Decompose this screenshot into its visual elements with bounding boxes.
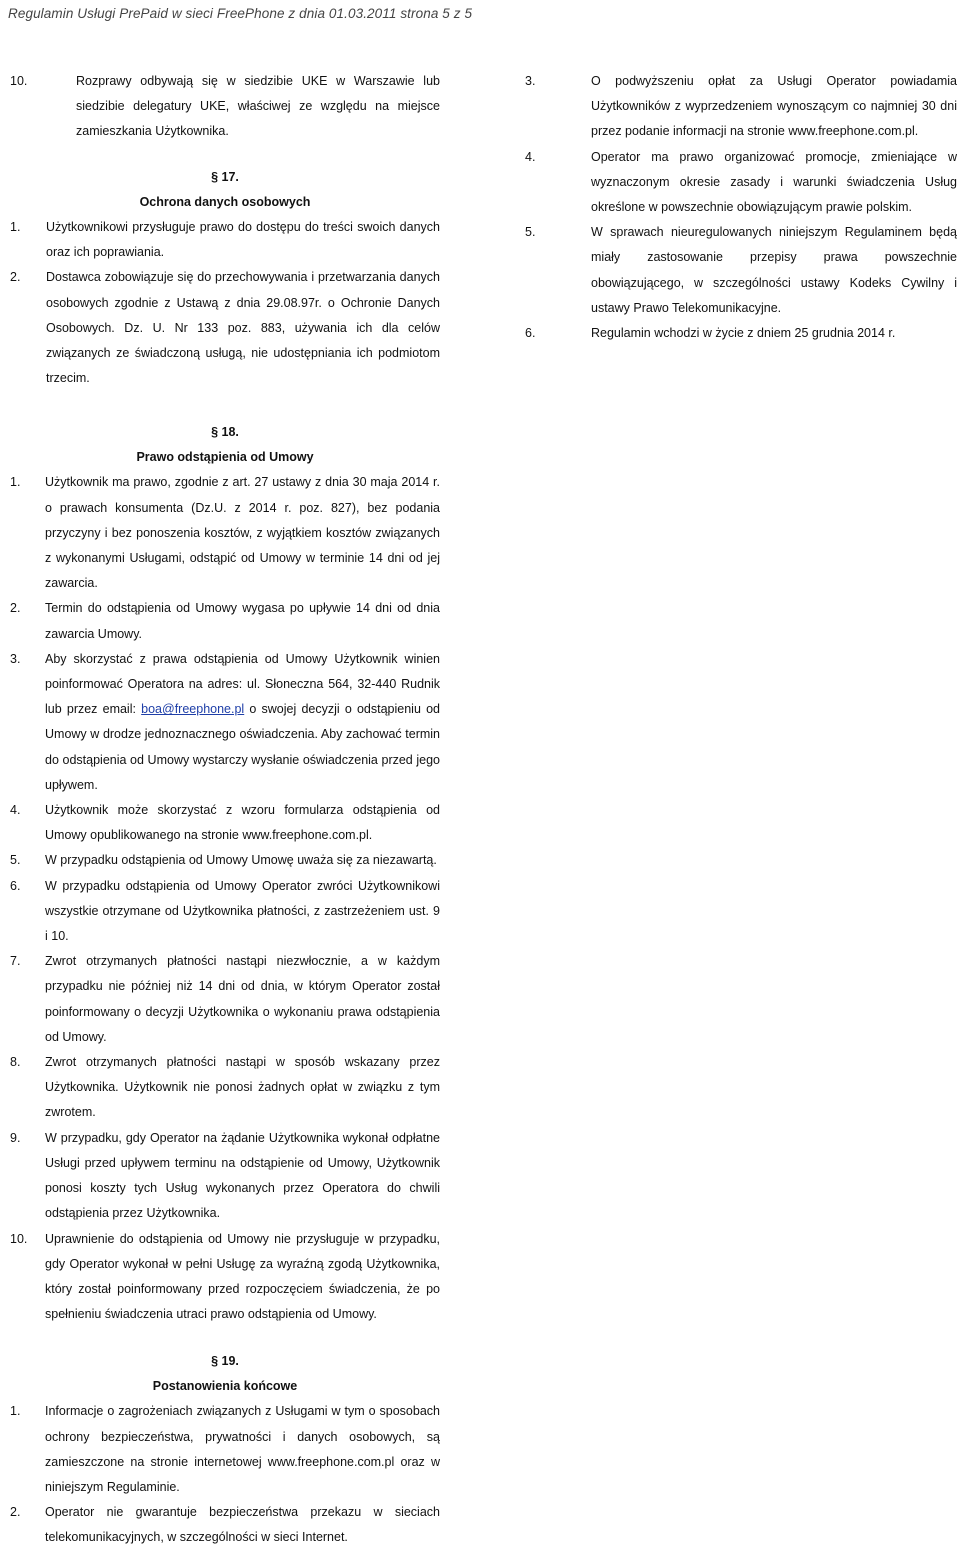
item-number: 1. bbox=[10, 475, 21, 490]
item-text: W sprawach nieuregulowanych niniejszym Regulaminem będą miały zastosowanie przepisy prawa powszechnie obowiązującego, w szczególności ustawy Kodeks Cywilny i ustawy Prawo Telekomunikacyjne. bbox=[591, 225, 957, 315]
section-number: § 17. bbox=[211, 169, 239, 184]
item-text: Zwrot otrzymanych płatności nastąpi niezwłocznie, a w każdym przypadku nie później niż 14 dni od dnia, w którym Operator został poinformowany o decyzji Użytkownika o wykonaniu prawa odstąpienia od Umowy. bbox=[45, 954, 440, 1044]
item-number: 1. bbox=[10, 220, 21, 235]
item-text: Zwrot otrzymanych płatności nastąpi w sposób wskazany przez Użytkownika. Użytkownik nie ponosi żadnych opłat w związku z tym zwrotem. bbox=[45, 1055, 440, 1120]
list-item bbox=[10, 848, 440, 873]
list-item bbox=[10, 69, 440, 145]
list-item bbox=[10, 1126, 440, 1227]
item-number: 9. bbox=[10, 1130, 21, 1145]
section-18-heading bbox=[10, 420, 440, 470]
item-number: 8. bbox=[10, 1055, 21, 1070]
item-text: Użytkownik ma prawo, zgodnie z art. 27 ustawy z dnia 30 maja 2014 r. o prawach konsumenta (Dz.U. z 2014 r. poz. 827), bez podania przyczyny i bez ponoszenia kosztów, z wyjątkiem kosztów związanych z wykonanymi Usługami, odstąpić od Umowy w terminie 14 dni od jej zawarcia. bbox=[45, 475, 440, 591]
item-number: 5. bbox=[525, 225, 536, 240]
item-number: 10. bbox=[10, 1231, 28, 1246]
list-item bbox=[10, 874, 440, 950]
item-text: O podwyższeniu opłat za Usługi Operator powiadamia Użytkowników z wyprzedzeniem wynoszącym co najmniej 30 dni przez podanie informacji na stronie www.freephone.com.pl. bbox=[591, 74, 957, 139]
item-number: 3. bbox=[10, 651, 21, 666]
item-text bbox=[45, 647, 440, 798]
item-text: Rozprawy odbywają się w siedzibie UKE w Warszawie lub siedzibie delegatury UKE, właściwej ze względu na miejsce zamieszkania Użytkownika. bbox=[76, 74, 440, 139]
item-text: Regulamin wchodzi w życie z dniem 25 grudnia 2014 r. bbox=[591, 326, 896, 341]
item-text: W przypadku, gdy Operator na żądanie Użytkownika wykonał odpłatne Usługi przed upływem terminu na odstąpienie od Umowy, Użytkownik ponosi koszty tych Usług wykonanych przez Operatora do chwili odstąpienia przez Użytkownika. bbox=[45, 1130, 440, 1221]
item-number: 6. bbox=[10, 878, 21, 893]
list-item bbox=[10, 470, 440, 596]
section-19-heading bbox=[10, 1349, 440, 1399]
item-number: 4. bbox=[525, 149, 536, 164]
section-title: Prawo odstąpienia od Umowy bbox=[136, 450, 314, 465]
item-text: Uprawnienie do odstąpienia od Umowy nie przysługuje w przypadku, gdy Operator wykonał w pełni Usługę za wyraźną zgodą Użytkownika, który został poinformowany przed rozpoczęciem świadczenia, że po spełnieniu świadczenia utraci prawo odstąpienia od Umowy. bbox=[45, 1231, 440, 1322]
item-number: 2. bbox=[10, 601, 21, 616]
item-text: Operator ma prawo organizować promocje, zmieniające w wyznaczonym okresie zasady i warunki świadczenia Usług określone w powszechnie obowiązującym prawie polskim. bbox=[591, 149, 957, 215]
item-number: 4. bbox=[10, 803, 21, 818]
item-text-part: o swojej decyzji o odstąpieniu od Umowy w drodze jednoznacznego oświadczenia. Aby zachować termin do odstąpienia od Umowy wystarczy wysłanie oświadczenia przed jego upływem. bbox=[45, 702, 441, 792]
list-item bbox=[10, 1500, 440, 1550]
section-title: Postanowienia końcowe bbox=[152, 1379, 298, 1394]
list-item bbox=[10, 265, 440, 391]
list-item bbox=[10, 1227, 440, 1328]
item-number: 5. bbox=[10, 853, 21, 868]
item-text: Dostawca zobowiązuje się do przechowywania i przetwarzania danych osobowych zgodnie z Ustawą z dnia 29.08.97r. o Ochronie Danych Osobowych. Dz. U. Nr 133 poz. 883, używania ich dla celów związanych ze świadczoną usługą, nie udostępniania ich podmiotom trzecim. bbox=[46, 270, 440, 386]
list-item bbox=[10, 596, 440, 646]
item-text: Informacje o zagrożeniach związanych z Usługami w tym o sposobach ochrony bezpieczeństwa, prywatności i danych osobowych, są zamieszczone na stronie internetowej www.freephone.com.pl oraz w niniejszym Regulaminie. bbox=[45, 1404, 440, 1495]
item-text: Operator nie gwarantuje bezpieczeństwa przekazu w sieciach telekomunikacyjnych, w szczególności w sieci Internet. bbox=[45, 1505, 440, 1545]
item-text: W przypadku odstąpienia od Umowy Umowę uważa się za niezawartą. bbox=[45, 853, 437, 868]
item-number: 1. bbox=[10, 1404, 21, 1419]
list-item bbox=[10, 1399, 440, 1500]
right-column bbox=[525, 69, 957, 346]
item-text-part: Aby skorzystać z prawa odstąpienia od Umowy Użytkownik winien poinformować Operatora na adres: ul. Słoneczna 564, 32-440 Rudnik lub przez email: bbox=[45, 651, 440, 717]
section-19 bbox=[10, 1349, 440, 1551]
item-text: Użytkownik może skorzystać z wzoru formularza odstąpienia od Umowy opublikowanego na stronie www.freephone.com.pl. bbox=[45, 803, 440, 843]
item-number: 2. bbox=[10, 1505, 21, 1520]
list-item bbox=[10, 215, 440, 265]
list-item bbox=[525, 220, 957, 321]
item-number: 3. bbox=[525, 74, 536, 88]
list-item bbox=[525, 321, 957, 346]
item-number: 10. bbox=[10, 74, 28, 88]
item-number: 6. bbox=[525, 326, 536, 341]
item-number: 2. bbox=[10, 270, 21, 285]
list-item bbox=[10, 647, 440, 798]
item-number: 7. bbox=[10, 954, 21, 969]
list-item bbox=[525, 145, 957, 221]
section-number: § 18. bbox=[211, 425, 239, 439]
section-17-heading bbox=[10, 165, 440, 215]
section-title: Ochrona danych osobowych bbox=[139, 194, 311, 209]
section-number: § 19. bbox=[211, 1354, 239, 1368]
list-item bbox=[10, 798, 440, 848]
list-item bbox=[525, 69, 957, 145]
list-item bbox=[10, 1050, 440, 1126]
item-text: W przypadku odstąpienia od Umowy Operator zwróci Użytkownikowi wszystkie otrzymane od Użytkownika płatności, z zastrzeżeniem ust. 9 i 10. bbox=[45, 878, 440, 944]
list-item bbox=[10, 949, 440, 1050]
item-text: Termin do odstąpienia od Umowy wygasa po upływie 14 dni od dnia zawarcia Umowy. bbox=[45, 601, 440, 641]
page-header: Regulamin Usługi PrePaid w sieci FreePhone z dnia 01.03.2011 strona 5 z 5 bbox=[8, 6, 473, 21]
item-text: Użytkownikowi przysługuje prawo do dostępu do treści swoich danych oraz ich poprawiania. bbox=[46, 220, 440, 260]
email-link[interactable]: boa@freephone.pl bbox=[141, 702, 245, 717]
section-18 bbox=[10, 420, 440, 1327]
left-column-top bbox=[10, 69, 440, 391]
